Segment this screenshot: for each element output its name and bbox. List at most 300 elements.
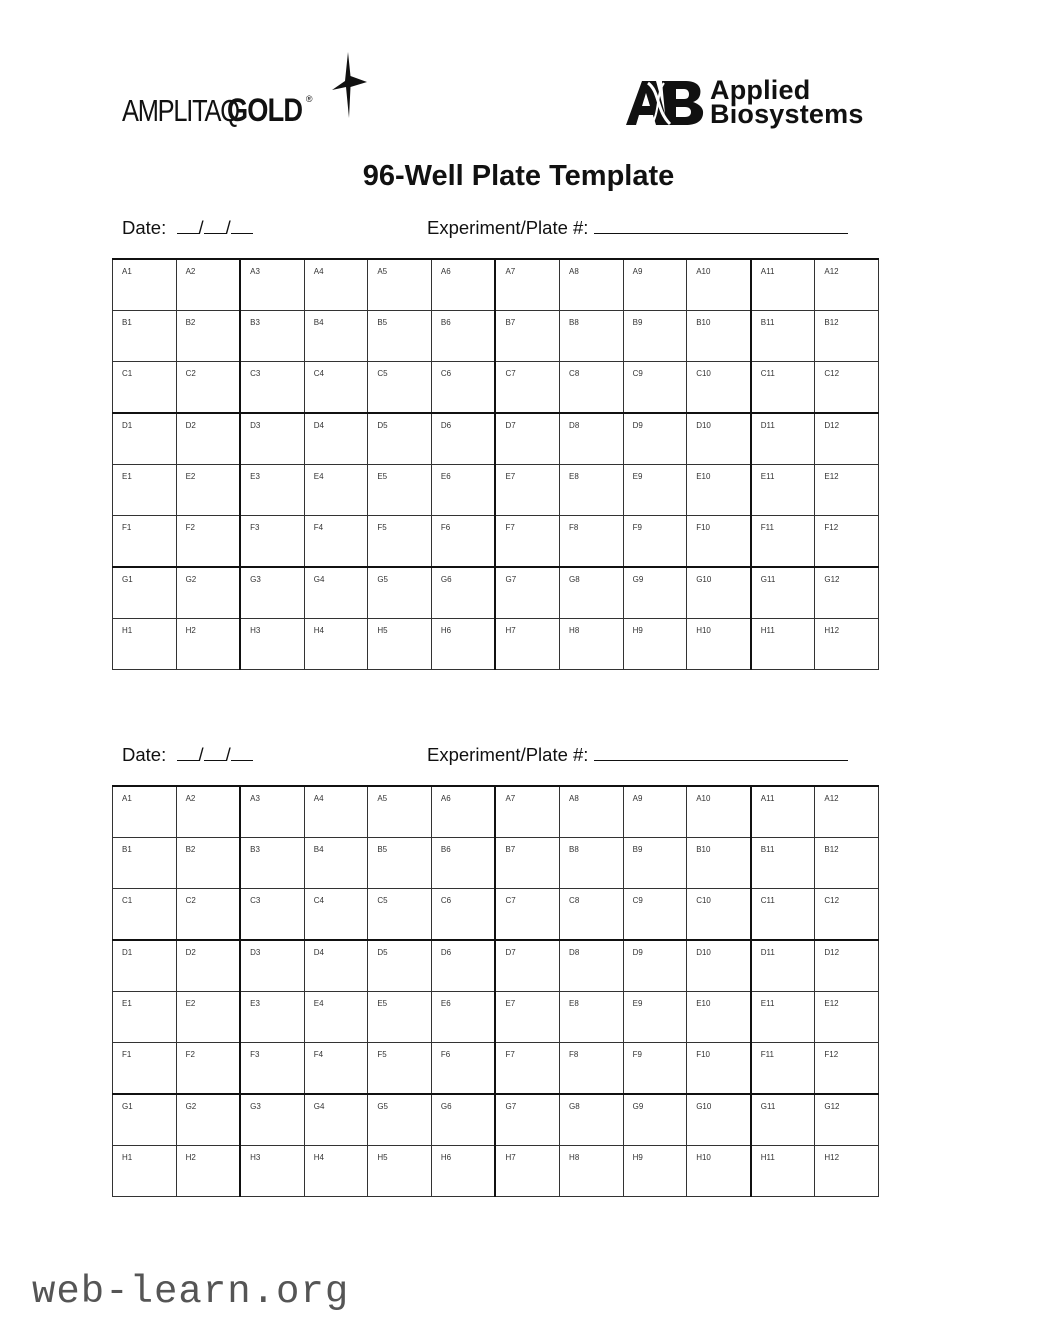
- logo-text-applied: Applied: [710, 75, 811, 105]
- well-cell[interactable]: [623, 940, 687, 992]
- well-cell[interactable]: [113, 362, 177, 414]
- well-cell[interactable]: [431, 786, 495, 838]
- well-cell[interactable]: [751, 1094, 815, 1146]
- well-label: C11: [760, 369, 775, 378]
- well-cell[interactable]: [431, 619, 495, 670]
- well-cell[interactable]: [176, 1094, 240, 1146]
- well-cell[interactable]: [240, 1146, 304, 1197]
- date-month-blank[interactable]: [177, 218, 199, 234]
- well-label: H9: [632, 1153, 643, 1162]
- well-cell[interactable]: [240, 619, 304, 670]
- well-cell[interactable]: [751, 992, 815, 1043]
- well-label: H2: [185, 1153, 196, 1162]
- well-cell[interactable]: [176, 786, 240, 838]
- plate-row: [113, 889, 879, 941]
- well-cell[interactable]: [176, 1043, 240, 1095]
- well-cell[interactable]: [751, 516, 815, 568]
- well-label: B9: [632, 845, 643, 854]
- well-cell[interactable]: [815, 889, 879, 941]
- well-label: F7: [505, 523, 515, 532]
- plate-row: [113, 838, 879, 889]
- well-cell[interactable]: [751, 838, 815, 889]
- well-cell[interactable]: [815, 786, 879, 838]
- date-year-blank[interactable]: [231, 745, 253, 761]
- well-cell[interactable]: [623, 567, 687, 619]
- well-label: C4: [313, 369, 324, 378]
- well-cell[interactable]: [240, 889, 304, 941]
- well-cell[interactable]: [368, 992, 432, 1043]
- well-cell[interactable]: [623, 1043, 687, 1095]
- experiment-plate-field[interactable]: [427, 744, 848, 766]
- well-cell[interactable]: [368, 567, 432, 619]
- date-field[interactable]: [122, 744, 253, 766]
- well-cell[interactable]: [240, 1043, 304, 1095]
- well-label: D3: [250, 421, 261, 430]
- well-label: A12: [824, 794, 839, 803]
- well-label: D5: [377, 948, 388, 957]
- well-cell[interactable]: [240, 516, 304, 568]
- well-cell[interactable]: [240, 567, 304, 619]
- date-separator: /: [225, 217, 231, 238]
- well-cell[interactable]: [368, 465, 432, 516]
- well-label: G3: [250, 575, 261, 584]
- well-cell[interactable]: [431, 940, 495, 992]
- well-label: B8: [569, 845, 579, 854]
- well-label: B2: [185, 845, 196, 854]
- well-label: A11: [760, 267, 775, 276]
- well-cell[interactable]: [240, 465, 304, 516]
- well-label: C9: [632, 369, 643, 378]
- well-cell[interactable]: [176, 465, 240, 516]
- well-cell[interactable]: [687, 465, 751, 516]
- well-label: H5: [377, 626, 388, 635]
- well-cell[interactable]: [687, 940, 751, 992]
- plate-row: [113, 1094, 879, 1146]
- well-cell[interactable]: [687, 413, 751, 465]
- well-cell[interactable]: [687, 259, 751, 311]
- well-cell[interactable]: [495, 413, 559, 465]
- well-label: B10: [696, 845, 711, 854]
- well-cell[interactable]: [751, 311, 815, 362]
- well-cell[interactable]: [623, 413, 687, 465]
- applied-biosystems-logo-text: [710, 75, 864, 129]
- well-label: B7: [505, 318, 516, 327]
- well-label: A6: [440, 267, 451, 276]
- well-cell[interactable]: [240, 311, 304, 362]
- well-label: H4: [313, 626, 324, 635]
- well-cell[interactable]: [304, 838, 368, 889]
- well-cell[interactable]: [176, 259, 240, 311]
- well-cell[interactable]: [751, 619, 815, 670]
- well-cell[interactable]: [368, 940, 432, 992]
- well-label: G11: [760, 1102, 776, 1111]
- well-cell[interactable]: [304, 311, 368, 362]
- well-cell[interactable]: [560, 259, 624, 311]
- well-cell[interactable]: [368, 516, 432, 568]
- well-label: D8: [569, 948, 580, 957]
- well-label: A8: [569, 267, 579, 276]
- well-label: E8: [569, 999, 579, 1008]
- well-cell[interactable]: [431, 516, 495, 568]
- well-cell[interactable]: [113, 619, 177, 670]
- well-cell[interactable]: [368, 786, 432, 838]
- well-label: H5: [377, 1153, 388, 1162]
- well-cell[interactable]: [623, 992, 687, 1043]
- well-label: B1: [122, 845, 132, 854]
- well-cell[interactable]: [495, 567, 559, 619]
- well-cell[interactable]: [304, 465, 368, 516]
- well-cell[interactable]: [495, 992, 559, 1043]
- well-cell[interactable]: [176, 1146, 240, 1197]
- date-day-blank[interactable]: [204, 218, 226, 234]
- well-label: E3: [250, 472, 260, 481]
- well-cell[interactable]: [687, 311, 751, 362]
- well-label: G10: [696, 1102, 712, 1111]
- well-label: G10: [696, 575, 712, 584]
- well-cell[interactable]: [368, 1146, 432, 1197]
- well-cell[interactable]: [113, 786, 177, 838]
- well-cell[interactable]: [431, 259, 495, 311]
- well-label: H10: [696, 1153, 711, 1162]
- well-label: A11: [760, 794, 775, 803]
- well-cell[interactable]: [560, 1146, 624, 1197]
- well-cell[interactable]: [431, 1043, 495, 1095]
- well-cell[interactable]: [431, 465, 495, 516]
- well-cell[interactable]: [560, 786, 624, 838]
- well-label: D4: [313, 421, 324, 430]
- well-cell[interactable]: [751, 889, 815, 941]
- well-cell[interactable]: [623, 889, 687, 941]
- well-cell[interactable]: [751, 259, 815, 311]
- well-label: C7: [505, 896, 516, 905]
- well-cell[interactable]: [495, 1146, 559, 1197]
- well-label: D9: [632, 948, 643, 957]
- well-label: E7: [505, 472, 516, 481]
- plate-row: [113, 516, 879, 568]
- well-label: H12: [824, 626, 840, 635]
- well-cell[interactable]: [304, 362, 368, 414]
- well-cell[interactable]: [687, 1043, 751, 1095]
- well-cell[interactable]: [495, 1043, 559, 1095]
- well-cell[interactable]: [495, 619, 559, 670]
- well-label: F3: [250, 1050, 260, 1059]
- well-cell[interactable]: [304, 516, 368, 568]
- well-cell[interactable]: [560, 940, 624, 992]
- well-cell[interactable]: [431, 1094, 495, 1146]
- well-cell[interactable]: [304, 413, 368, 465]
- well-cell[interactable]: [815, 311, 879, 362]
- well-label: C3: [250, 896, 261, 905]
- date-year-blank[interactable]: [231, 218, 253, 234]
- well-label: G2: [185, 575, 197, 584]
- well-cell[interactable]: [304, 1094, 368, 1146]
- well-cell[interactable]: [560, 889, 624, 941]
- well-cell[interactable]: [687, 889, 751, 941]
- well-label: A5: [377, 794, 388, 803]
- well-cell[interactable]: [687, 362, 751, 414]
- well-cell[interactable]: [815, 259, 879, 311]
- well-cell[interactable]: [176, 992, 240, 1043]
- well-cell[interactable]: [304, 1043, 368, 1095]
- well-cell[interactable]: [113, 1043, 177, 1095]
- well-label: F8: [569, 523, 579, 532]
- well-cell[interactable]: [113, 465, 177, 516]
- well-cell[interactable]: [176, 413, 240, 465]
- well-cell[interactable]: [431, 1146, 495, 1197]
- well-cell[interactable]: [176, 889, 240, 941]
- well-cell[interactable]: [495, 786, 559, 838]
- well-cell[interactable]: [495, 465, 559, 516]
- well-cell[interactable]: [815, 940, 879, 992]
- well-cell[interactable]: [495, 516, 559, 568]
- well-cell[interactable]: [176, 362, 240, 414]
- well-label: H11: [760, 626, 775, 635]
- well-cell[interactable]: [431, 362, 495, 414]
- well-label: D3: [250, 948, 261, 957]
- well-label: H1: [122, 626, 133, 635]
- well-cell[interactable]: [368, 311, 432, 362]
- well-cell[interactable]: [304, 619, 368, 670]
- well-cell[interactable]: [560, 1043, 624, 1095]
- well-label: A12: [824, 267, 839, 276]
- well-label: A9: [632, 794, 643, 803]
- well-cell[interactable]: [623, 465, 687, 516]
- well-label: F7: [505, 1050, 515, 1059]
- well-cell[interactable]: [815, 1094, 879, 1146]
- well-cell[interactable]: [623, 619, 687, 670]
- well-cell[interactable]: [304, 786, 368, 838]
- well-cell[interactable]: [495, 362, 559, 414]
- well-cell[interactable]: [623, 1146, 687, 1197]
- well-cell[interactable]: [368, 1094, 432, 1146]
- well-cell[interactable]: [560, 838, 624, 889]
- well-cell[interactable]: [687, 619, 751, 670]
- well-cell[interactable]: [368, 259, 432, 311]
- well-plate-1: [112, 258, 879, 670]
- well-label: B4: [313, 318, 324, 327]
- well-cell[interactable]: [240, 838, 304, 889]
- well-cell[interactable]: [368, 838, 432, 889]
- well-cell[interactable]: [368, 413, 432, 465]
- well-cell[interactable]: [751, 567, 815, 619]
- well-label: E6: [440, 999, 451, 1008]
- well-label: H6: [440, 626, 452, 635]
- well-label: C1: [122, 896, 133, 905]
- well-label: A7: [505, 267, 516, 276]
- date-field[interactable]: [122, 217, 253, 239]
- well-cell[interactable]: [751, 465, 815, 516]
- well-label: C12: [824, 369, 840, 378]
- well-cell[interactable]: [560, 619, 624, 670]
- well-cell[interactable]: [687, 1146, 751, 1197]
- well-cell[interactable]: [751, 1146, 815, 1197]
- well-cell[interactable]: [431, 838, 495, 889]
- well-label: A1: [122, 794, 132, 803]
- well-cell[interactable]: [751, 1043, 815, 1095]
- well-cell[interactable]: [815, 1146, 879, 1197]
- well-cell[interactable]: [304, 259, 368, 311]
- well-cell[interactable]: [623, 1094, 687, 1146]
- well-label: C11: [760, 896, 775, 905]
- well-cell[interactable]: [240, 940, 304, 992]
- well-cell[interactable]: [113, 940, 177, 992]
- experiment-plate-blank[interactable]: [594, 744, 848, 761]
- well-label: G9: [632, 575, 644, 584]
- well-cell[interactable]: [560, 413, 624, 465]
- well-cell[interactable]: [368, 1043, 432, 1095]
- well-cell[interactable]: [751, 413, 815, 465]
- well-label: E8: [569, 472, 579, 481]
- well-label: H10: [696, 626, 711, 635]
- well-cell[interactable]: [113, 838, 177, 889]
- date-month-blank[interactable]: [177, 745, 199, 761]
- well-cell[interactable]: [113, 311, 177, 362]
- well-cell[interactable]: [176, 838, 240, 889]
- well-cell[interactable]: [176, 567, 240, 619]
- well-cell[interactable]: [815, 1043, 879, 1095]
- well-cell[interactable]: [623, 311, 687, 362]
- well-cell[interactable]: [623, 516, 687, 568]
- well-cell[interactable]: [240, 362, 304, 414]
- well-cell[interactable]: [560, 465, 624, 516]
- well-cell[interactable]: [431, 567, 495, 619]
- well-label: C8: [569, 896, 580, 905]
- well-cell[interactable]: [623, 259, 687, 311]
- well-label: C10: [696, 369, 711, 378]
- well-cell[interactable]: [623, 838, 687, 889]
- well-cell[interactable]: [240, 1094, 304, 1146]
- well-label: E11: [760, 999, 775, 1008]
- date-day-blank[interactable]: [204, 745, 226, 761]
- well-label: B5: [377, 845, 388, 854]
- well-cell[interactable]: [815, 567, 879, 619]
- well-cell[interactable]: [495, 259, 559, 311]
- well-label: B8: [569, 318, 579, 327]
- well-cell[interactable]: [687, 838, 751, 889]
- well-cell[interactable]: [495, 311, 559, 362]
- well-cell[interactable]: [113, 1094, 177, 1146]
- well-cell[interactable]: [431, 992, 495, 1043]
- well-cell[interactable]: [176, 940, 240, 992]
- well-cell[interactable]: [815, 838, 879, 889]
- well-cell[interactable]: [623, 786, 687, 838]
- experiment-plate-blank[interactable]: [594, 217, 848, 234]
- well-cell[interactable]: [687, 516, 751, 568]
- well-label: B12: [824, 318, 839, 327]
- well-label: A10: [696, 794, 711, 803]
- well-cell[interactable]: [304, 1146, 368, 1197]
- well-cell[interactable]: [431, 311, 495, 362]
- well-label: G11: [760, 575, 776, 584]
- well-cell[interactable]: [368, 619, 432, 670]
- well-cell[interactable]: [113, 259, 177, 311]
- well-cell[interactable]: [304, 889, 368, 941]
- well-cell[interactable]: [113, 1146, 177, 1197]
- experiment-plate-label: Experiment/Plate #:: [427, 744, 589, 765]
- well-cell[interactable]: [240, 259, 304, 311]
- well-cell[interactable]: [368, 362, 432, 414]
- well-label: F10: [696, 523, 710, 532]
- well-label: H8: [569, 1153, 580, 1162]
- well-label: D4: [313, 948, 324, 957]
- well-cell[interactable]: [560, 1094, 624, 1146]
- well-cell[interactable]: [560, 567, 624, 619]
- well-label: G6: [440, 1102, 452, 1111]
- well-cell[interactable]: [815, 413, 879, 465]
- plate-row: [113, 362, 879, 414]
- well-cell[interactable]: [176, 516, 240, 568]
- well-label: C2: [185, 896, 196, 905]
- well-label: G4: [313, 575, 325, 584]
- amplitaq-gold-logo: [122, 86, 313, 126]
- logo-text-biosystems: Biosystems: [710, 99, 864, 129]
- well-cell[interactable]: [815, 516, 879, 568]
- well-cell[interactable]: [815, 992, 879, 1043]
- well-cell[interactable]: [687, 1094, 751, 1146]
- well-label: E5: [377, 472, 388, 481]
- well-cell[interactable]: [815, 619, 879, 670]
- well-label: B9: [632, 318, 643, 327]
- well-label: A2: [185, 267, 196, 276]
- well-cell[interactable]: [495, 1094, 559, 1146]
- experiment-plate-field[interactable]: [427, 217, 848, 239]
- well-label: G5: [377, 1102, 388, 1111]
- well-label: A5: [377, 267, 388, 276]
- well-cell[interactable]: [304, 567, 368, 619]
- well-cell[interactable]: [304, 940, 368, 992]
- well-label: F11: [760, 1050, 774, 1059]
- well-label: F2: [185, 1050, 195, 1059]
- well-cell[interactable]: [368, 889, 432, 941]
- well-cell[interactable]: [495, 889, 559, 941]
- well-cell[interactable]: [176, 619, 240, 670]
- well-cell[interactable]: [431, 889, 495, 941]
- well-cell[interactable]: [623, 362, 687, 414]
- well-cell[interactable]: [113, 567, 177, 619]
- well-cell[interactable]: [560, 362, 624, 414]
- well-cell[interactable]: [495, 838, 559, 889]
- well-cell[interactable]: [240, 786, 304, 838]
- well-cell[interactable]: [113, 992, 177, 1043]
- well-cell[interactable]: [815, 362, 879, 414]
- well-cell[interactable]: [176, 311, 240, 362]
- well-label: E9: [632, 999, 643, 1008]
- well-cell[interactable]: [113, 413, 177, 465]
- well-label: H2: [185, 626, 196, 635]
- well-cell[interactable]: [687, 786, 751, 838]
- well-cell[interactable]: [560, 311, 624, 362]
- well-cell[interactable]: [687, 567, 751, 619]
- well-cell[interactable]: [495, 940, 559, 992]
- well-cell[interactable]: [240, 413, 304, 465]
- well-cell[interactable]: [751, 940, 815, 992]
- well-cell[interactable]: [751, 362, 815, 414]
- well-cell[interactable]: [815, 465, 879, 516]
- well-label: D11: [760, 421, 775, 430]
- well-cell[interactable]: [240, 992, 304, 1043]
- experiment-plate-label: Experiment/Plate #:: [427, 217, 589, 238]
- well-cell[interactable]: [751, 786, 815, 838]
- well-cell[interactable]: [560, 992, 624, 1043]
- well-cell[interactable]: [113, 889, 177, 941]
- well-cell[interactable]: [113, 516, 177, 568]
- well-label: F9: [632, 1050, 642, 1059]
- well-label: E2: [185, 999, 196, 1008]
- well-cell[interactable]: [560, 516, 624, 568]
- well-cell[interactable]: [687, 992, 751, 1043]
- well-cell[interactable]: [431, 413, 495, 465]
- well-cell[interactable]: [304, 992, 368, 1043]
